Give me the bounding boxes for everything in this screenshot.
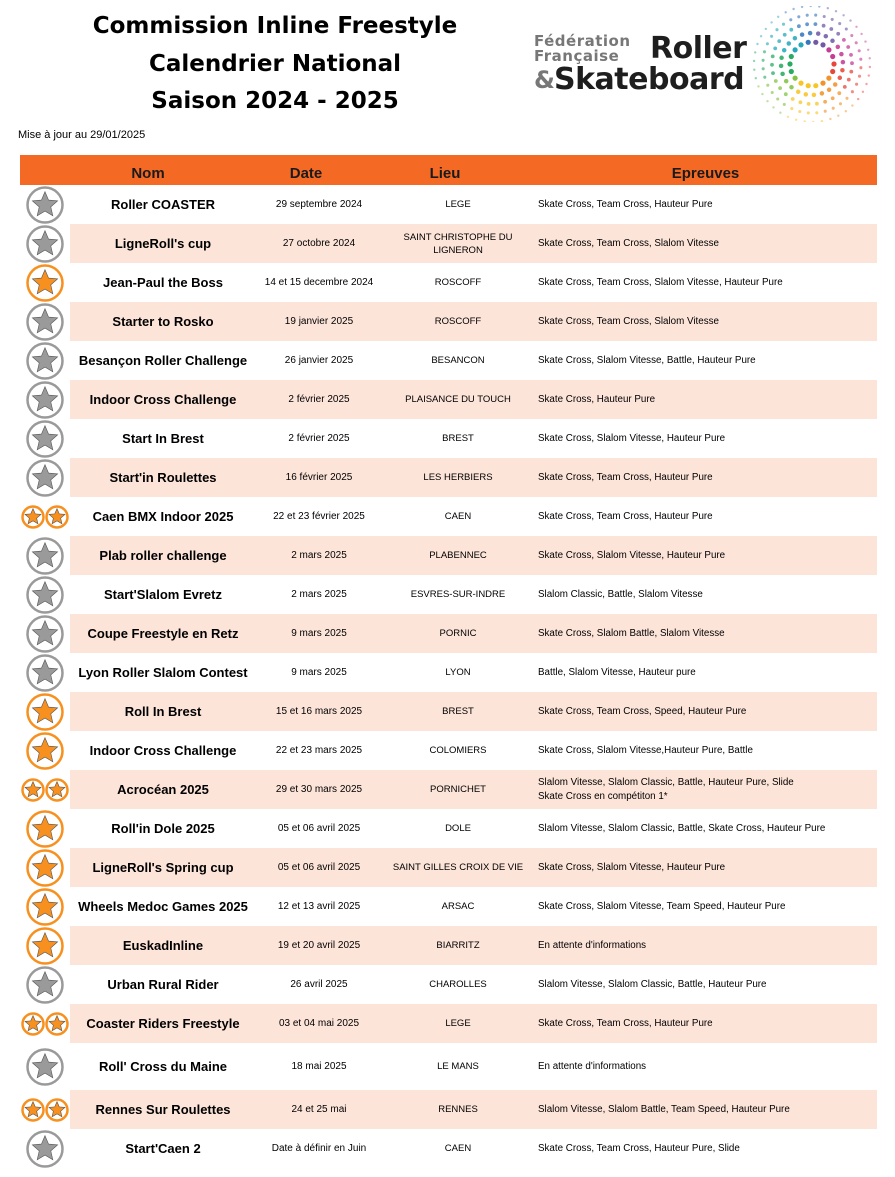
event-epreuves: [534, 692, 877, 731]
table-row: [20, 1090, 877, 1129]
event-date: 2 mars 2025: [291, 589, 347, 600]
event-name: Start'Slalom Evretz: [104, 587, 222, 602]
event-date: 26 avril 2025: [290, 979, 348, 990]
grey-star-icon: [20, 419, 70, 458]
epreuves-line: En attente d'informations: [538, 939, 647, 951]
epreuves-line: Slalom Vitesse, Slalom Classic, Battle, Hauteur Pure: [538, 978, 767, 990]
table-row: [20, 1129, 877, 1168]
table-row: [20, 302, 877, 341]
event-location: LEGE: [445, 1018, 471, 1029]
event-location: CAEN: [444, 511, 472, 522]
event-location: BESANCON: [431, 355, 485, 366]
epreuves-line: Slalom Vitesse, Slalom Classic, Battle, Skate Cross, Hauteur Pure: [538, 822, 826, 834]
event-name: Starter to Rosko: [112, 314, 214, 329]
page-title: [60, 8, 490, 121]
event-location: PORNICHET: [430, 784, 486, 795]
event-location: PORNIC: [439, 628, 477, 639]
event-epreuves: [534, 497, 877, 536]
table-row: [20, 419, 877, 458]
federation-logo: [530, 6, 885, 122]
grey-star-icon: [20, 614, 70, 653]
event-location: LE MANS: [437, 1061, 479, 1072]
event-epreuves: [534, 575, 877, 614]
event-epreuves: [534, 458, 877, 497]
table-row: [20, 380, 877, 419]
event-epreuves: [534, 809, 877, 848]
table-header: [20, 155, 877, 185]
event-location: RENNES: [438, 1104, 478, 1115]
epreuves-line: Skate Cross en compétiton 1*: [538, 790, 668, 802]
event-date: 9 mars 2025: [291, 667, 347, 678]
table-row: [20, 965, 877, 1004]
last-updated: Mise à jour au 29/01/2025: [18, 129, 146, 141]
event-date: 29 septembre 2024: [275, 199, 363, 210]
event-epreuves: [534, 887, 877, 926]
epreuves-line: Skate Cross, Hauteur Pure: [538, 393, 656, 405]
event-date: 22 et 23 mars 2025: [275, 745, 363, 756]
table-row: [20, 458, 877, 497]
epreuves-line: Skate Cross, Slalom Battle, Slalom Vitesse: [538, 627, 725, 639]
event-name: Indoor Cross Challenge: [89, 743, 237, 758]
double-star-icon: [20, 1004, 70, 1043]
table-row: [20, 575, 877, 614]
header-epreuves: Epreuves: [671, 165, 740, 182]
epreuves-line: Skate Cross, Slalom Vitesse, Team Speed, Hauteur Pure: [538, 900, 786, 912]
event-location: LYON: [445, 667, 471, 678]
event-location: CAEN: [444, 1143, 472, 1154]
epreuves-line: Skate Cross, Slalom Vitesse,Hauteur Pure, Battle: [538, 744, 753, 756]
event-date: 03 et 04 mai 2025: [278, 1018, 360, 1029]
epreuves-line: Skate Cross, Team Cross, Hauteur Pure: [538, 471, 713, 483]
epreuves-line: Skate Cross, Team Cross, Speed, Hauteur Pure: [538, 705, 747, 717]
event-epreuves: [534, 965, 877, 1004]
event-epreuves: [534, 1043, 877, 1090]
event-epreuves: [534, 380, 877, 419]
event-epreuves: [534, 185, 877, 224]
event-epreuves: [534, 224, 877, 263]
grey-star-icon: [20, 380, 70, 419]
table-row: [20, 887, 877, 926]
event-epreuves: [534, 302, 877, 341]
event-name: Lyon Roller Slalom Contest: [78, 665, 248, 680]
grey-star-icon: [20, 341, 70, 380]
table-row: [20, 224, 877, 263]
orange-star-icon: [20, 809, 70, 848]
epreuves-line: Skate Cross, Team Cross, Hauteur Pure: [538, 198, 713, 210]
table-row: [20, 1004, 877, 1043]
event-name: Plab roller challenge: [99, 548, 227, 563]
event-date: 26 janvier 2025: [284, 355, 354, 366]
event-name: Roll' Cross du Maine: [98, 1059, 228, 1074]
event-date: 2 février 2025: [288, 433, 350, 444]
event-date: 19 janvier 2025: [284, 316, 354, 327]
event-date: 05 et 06 avril 2025: [277, 862, 361, 873]
event-location: LES HERBIERS: [423, 472, 493, 483]
logo-federation: Fédération: [534, 32, 631, 50]
orange-star-icon: [20, 926, 70, 965]
event-location: ESVRES-SUR-INDRE: [410, 589, 506, 600]
orange-star-icon: [20, 731, 70, 770]
event-epreuves: [534, 653, 877, 692]
logo-francaise: Française: [534, 47, 620, 65]
header-lieu: Lieu: [429, 165, 461, 182]
event-location: ARSAC: [441, 901, 475, 912]
epreuves-line: Slalom Vitesse, Slalom Battle, Team Speed, Hauteur Pure: [538, 1103, 790, 1115]
event-location: COLOMIERS: [429, 745, 487, 756]
event-name: Roll In Brest: [124, 704, 202, 719]
event-epreuves: [534, 341, 877, 380]
table-row: [20, 341, 877, 380]
logo-sunburst-icon: [750, 6, 874, 122]
grey-star-icon: [20, 458, 70, 497]
table-row: [20, 185, 877, 224]
event-date: 9 mars 2025: [291, 628, 347, 639]
epreuves-line: Skate Cross, Slalom Vitesse, Hauteur Pure: [538, 861, 726, 873]
double-star-icon: [20, 770, 70, 809]
epreuves-line: Skate Cross, Slalom Vitesse, Battle, Hauteur Pure: [538, 354, 756, 366]
epreuves-line: Skate Cross, Team Cross, Hauteur Pure, Slide: [538, 1142, 740, 1154]
event-name: Wheels Medoc Games 2025: [78, 899, 248, 914]
event-location: BREST: [442, 433, 474, 444]
event-date: 24 et 25 mai: [291, 1104, 347, 1115]
epreuves-line: Skate Cross, Slalom Vitesse, Hauteur Pure: [538, 549, 726, 561]
event-date: 18 mai 2025: [291, 1061, 347, 1072]
title-line-2: Calendrier National: [148, 50, 402, 77]
event-epreuves: [534, 419, 877, 458]
event-date: 12 et 13 avril 2025: [277, 901, 361, 912]
orange-star-icon: [20, 692, 70, 731]
event-location: PLAISANCE DU TOUCH: [405, 394, 511, 405]
event-name: LigneRoll's cup: [114, 236, 212, 251]
epreuves-line: Skate Cross, Team Cross, Slalom Vitesse: [538, 315, 719, 327]
title-line-1: Commission Inline Freestyle: [92, 13, 458, 39]
table-row: [20, 848, 877, 887]
event-name: Caen BMX Indoor 2025: [92, 509, 234, 524]
title-line-3: Saison 2024 - 2025: [151, 88, 399, 114]
event-epreuves: [534, 1004, 877, 1043]
grey-star-icon: [20, 224, 70, 263]
table-row: [20, 1043, 877, 1090]
event-name: Besançon Roller Challenge: [78, 353, 248, 368]
table-row: [20, 692, 877, 731]
event-epreuves: [534, 614, 877, 653]
event-name: EuskadInline: [122, 938, 204, 953]
grey-star-icon: [20, 575, 70, 614]
grey-star-icon: [20, 1129, 70, 1168]
event-name: Rennes Sur Roulettes: [95, 1102, 231, 1117]
epreuves-line: Skate Cross, Team Cross, Slalom Vitesse, Hauteur Pure: [538, 276, 783, 288]
epreuves-line: En attente d'informations: [538, 1060, 647, 1072]
table-row: [20, 263, 877, 302]
event-date: 16 février 2025: [285, 472, 353, 483]
event-epreuves: [534, 926, 877, 965]
event-location: SAINT GILLES CROIX DE VIE: [392, 862, 524, 873]
epreuves-line: Battle, Slalom Vitesse, Hauteur pure: [538, 666, 696, 678]
grey-star-icon: [20, 653, 70, 692]
event-name: Indoor Cross Challenge: [89, 392, 237, 407]
event-name: Roll'in Dole 2025: [111, 821, 215, 836]
event-epreuves: [534, 1090, 877, 1129]
epreuves-line: Slalom Vitesse, Slalom Classic, Battle, Hauteur Pure, Slide: [538, 776, 794, 788]
event-location: DOLE: [445, 823, 471, 834]
event-name: Acrocéan 2025: [117, 782, 209, 797]
event-location: BIARRITZ: [436, 940, 480, 951]
event-date: 05 et 06 avril 2025: [277, 823, 361, 834]
grey-star-icon: [20, 536, 70, 575]
table-row: [20, 809, 877, 848]
event-epreuves: [534, 770, 877, 809]
double-star-icon: [20, 497, 70, 536]
table-row: [20, 653, 877, 692]
event-name: Coupe Freestyle en Retz: [87, 626, 239, 641]
logo-skateboard: Skateboard: [554, 62, 745, 97]
event-date: 2 février 2025: [288, 394, 350, 405]
event-location: ROSCOFF: [434, 277, 482, 288]
header-date: Date: [289, 165, 323, 182]
grey-star-icon: [20, 185, 70, 224]
table-row: [20, 926, 877, 965]
header-nom: Nom: [131, 165, 165, 182]
event-name: Start In Brest: [122, 431, 204, 446]
event-location: LEGE: [445, 199, 471, 210]
double-star-icon: [20, 1090, 70, 1129]
orange-star-icon: [20, 848, 70, 887]
logo-roller: Roller: [650, 31, 747, 66]
event-epreuves: [534, 263, 877, 302]
event-epreuves: [534, 1129, 877, 1168]
event-date: 29 et 30 mars 2025: [275, 784, 363, 795]
event-location: CHAROLLES: [429, 979, 487, 990]
event-date: Date à définir en Juin: [271, 1143, 367, 1154]
table-row: [20, 536, 877, 575]
event-date: 2 mars 2025: [291, 550, 347, 561]
event-epreuves: [534, 848, 877, 887]
epreuves-line: Skate Cross, Slalom Vitesse, Hauteur Pure: [538, 432, 726, 444]
table-row: [20, 770, 877, 809]
event-date: 22 et 23 février 2025: [273, 511, 365, 522]
event-date: 27 octobre 2024: [282, 238, 356, 249]
event-name: Coaster Riders Freestyle: [86, 1016, 240, 1031]
event-name: Roller COASTER: [110, 197, 215, 212]
event-date: 19 et 20 avril 2025: [277, 940, 361, 951]
event-epreuves: [534, 536, 877, 575]
table-row: [20, 731, 877, 770]
event-name: Start'in Roulettes: [109, 470, 217, 485]
epreuves-line: Slalom Classic, Battle, Slalom Vitesse: [538, 588, 703, 600]
table-row: [20, 497, 877, 536]
logo-ampersand: &: [534, 66, 555, 94]
event-date: 14 et 15 decembre 2024: [264, 277, 374, 288]
event-name: Urban Rural Rider: [107, 977, 219, 992]
event-location: ROSCOFF: [434, 316, 482, 327]
event-date: 15 et 16 mars 2025: [275, 706, 363, 717]
event-location: PLABENNEC: [429, 550, 487, 561]
orange-star-icon: [20, 887, 70, 926]
event-location: BREST: [442, 706, 474, 717]
event-name: Jean-Paul the Boss: [103, 275, 223, 290]
epreuves-line: Skate Cross, Team Cross, Hauteur Pure: [538, 1017, 713, 1029]
grey-star-icon: [20, 302, 70, 341]
events-table: [20, 185, 877, 1168]
orange-star-icon: [20, 263, 70, 302]
event-name: Start'Caen 2: [125, 1141, 201, 1156]
epreuves-line: Skate Cross, Team Cross, Hauteur Pure: [538, 510, 713, 522]
event-epreuves: [534, 731, 877, 770]
grey-star-icon: [20, 1043, 70, 1090]
grey-star-icon: [20, 965, 70, 1004]
event-name: LigneRoll's Spring cup: [92, 860, 234, 875]
epreuves-line: Skate Cross, Team Cross, Slalom Vitesse: [538, 237, 719, 249]
event-location: SAINT CHRISTOPHE DU LIGNERON: [403, 231, 513, 256]
table-row: [20, 614, 877, 653]
